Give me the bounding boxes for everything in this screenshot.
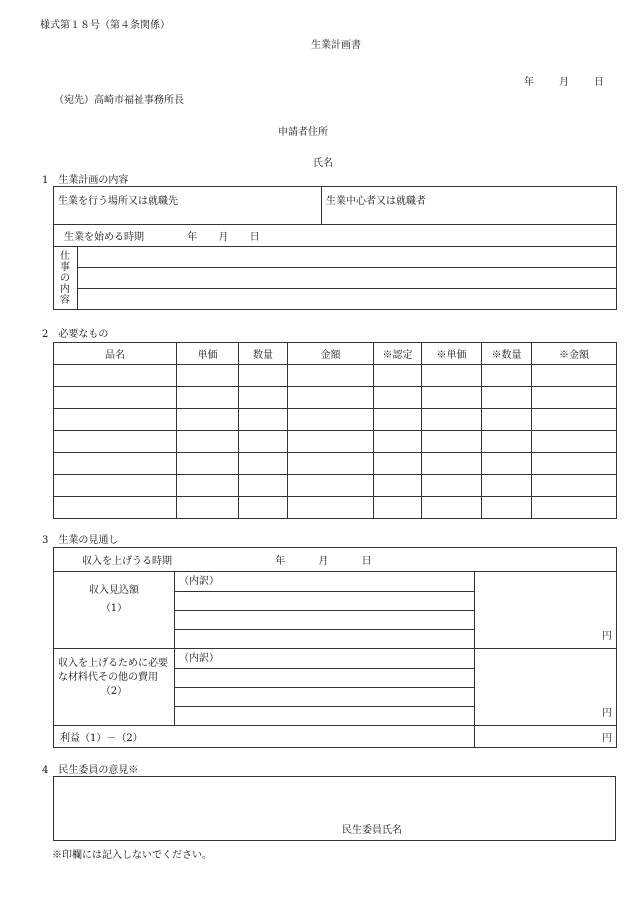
expense-breakdown-label: （内訳）: [179, 653, 219, 664]
expense-label-cell: [54, 649, 175, 726]
expense-breakdown-line[interactable]: [175, 688, 475, 707]
table-row: [54, 497, 617, 519]
income-time-row[interactable]: [54, 548, 617, 572]
income-number: （1）: [100, 603, 128, 614]
person-cell[interactable]: [322, 187, 617, 225]
income-day-label: 日: [361, 556, 372, 567]
job-content-line[interactable]: [78, 247, 617, 268]
date-year-label: 年: [524, 77, 534, 88]
profit-label: 利益（1）－（2）: [60, 733, 143, 744]
expense-breakdown-line[interactable]: [175, 707, 475, 726]
expense-breakdown-line[interactable]: [175, 669, 475, 688]
col-header-unit-price: 単価: [177, 343, 239, 365]
job-content-label-cell: [54, 247, 78, 310]
required-items-table: [53, 342, 617, 519]
col-header-quantity: 数量: [239, 343, 288, 365]
col-header-approved-unit-price: ※単価: [422, 343, 482, 365]
income-label: 収入見込額: [89, 585, 139, 596]
section4-heading: 4 民生委員の意見※: [42, 765, 139, 776]
income-breakdown-line[interactable]: [175, 611, 475, 630]
table-row: [54, 453, 617, 475]
col-header-amount: 金額: [288, 343, 374, 365]
section1-heading: 1 生業計画の内容: [42, 175, 129, 186]
place-cell[interactable]: [54, 187, 322, 225]
table-row: [54, 409, 617, 431]
job-content-line[interactable]: [78, 268, 617, 289]
place-label: 生業を行う場所又は就職先: [58, 196, 178, 207]
job-content-line[interactable]: [78, 289, 617, 310]
table-row: [54, 387, 617, 409]
expense-yen-label: 円: [602, 708, 613, 719]
income-amount-cell[interactable]: [475, 572, 617, 649]
profit-label-cell: [54, 726, 475, 748]
start-day-label: 日: [249, 232, 260, 243]
commissioner-opinion-box[interactable]: [53, 776, 616, 841]
income-breakdown-cell[interactable]: [175, 572, 475, 592]
outlook-table: [53, 547, 617, 748]
table-row: [54, 431, 617, 453]
income-breakdown-line[interactable]: [175, 630, 475, 649]
income-breakdown-line[interactable]: [175, 592, 475, 611]
profit-amount-cell[interactable]: [475, 726, 617, 748]
page-title: 生業計画書: [311, 40, 361, 51]
plan-content-table: [53, 186, 617, 310]
income-label-cell: [54, 572, 175, 649]
expense-breakdown-cell[interactable]: [175, 649, 475, 669]
col-header-approved: ※認定: [374, 343, 422, 365]
start-month-label: 月: [218, 232, 229, 243]
income-breakdown-label: （内訳）: [179, 576, 219, 587]
date-month-label: 月: [559, 77, 569, 88]
income-yen-label: 円: [602, 631, 613, 642]
date-day-label: 日: [594, 77, 604, 88]
addressee: （宛先）高崎市福祉事務所長: [54, 95, 184, 106]
col-header-approved-amount: ※金額: [532, 343, 617, 365]
income-time-label: 収入を上げうる時期: [82, 556, 172, 567]
footnote: ※印欄には記入しないでください。: [52, 850, 212, 861]
start-year-label: 年: [187, 232, 198, 243]
table-row: [54, 365, 617, 387]
form-number: 様式第１８号（第４条関係）: [40, 20, 170, 31]
income-month-label: 月: [318, 556, 329, 567]
section2-heading: 2 必要なもの: [42, 329, 109, 340]
commissioner-name-label: 民生委員氏名: [342, 825, 402, 836]
income-year-label: 年: [275, 556, 286, 567]
job-content-label: 仕事の内容: [60, 250, 70, 306]
applicant-name-label: 氏名: [313, 158, 333, 169]
table-row: [54, 475, 617, 497]
expense-number: （2）: [100, 686, 128, 697]
expense-amount-cell[interactable]: [475, 649, 617, 726]
profit-yen-label: 円: [602, 733, 613, 744]
person-label: 生業中心者又は就職者: [326, 196, 426, 207]
section3-heading: 3 生業の見通し: [42, 535, 119, 546]
start-time-label: 生業を始める時期: [64, 232, 144, 243]
expense-label: 収入を上げるために必要な材料代その他の費用: [58, 658, 168, 683]
start-time-row[interactable]: [54, 225, 617, 247]
applicant-address-label: 申請者住所: [278, 127, 328, 138]
col-header-approved-quantity: ※数量: [482, 343, 532, 365]
col-header-item-name: 品名: [54, 343, 177, 365]
